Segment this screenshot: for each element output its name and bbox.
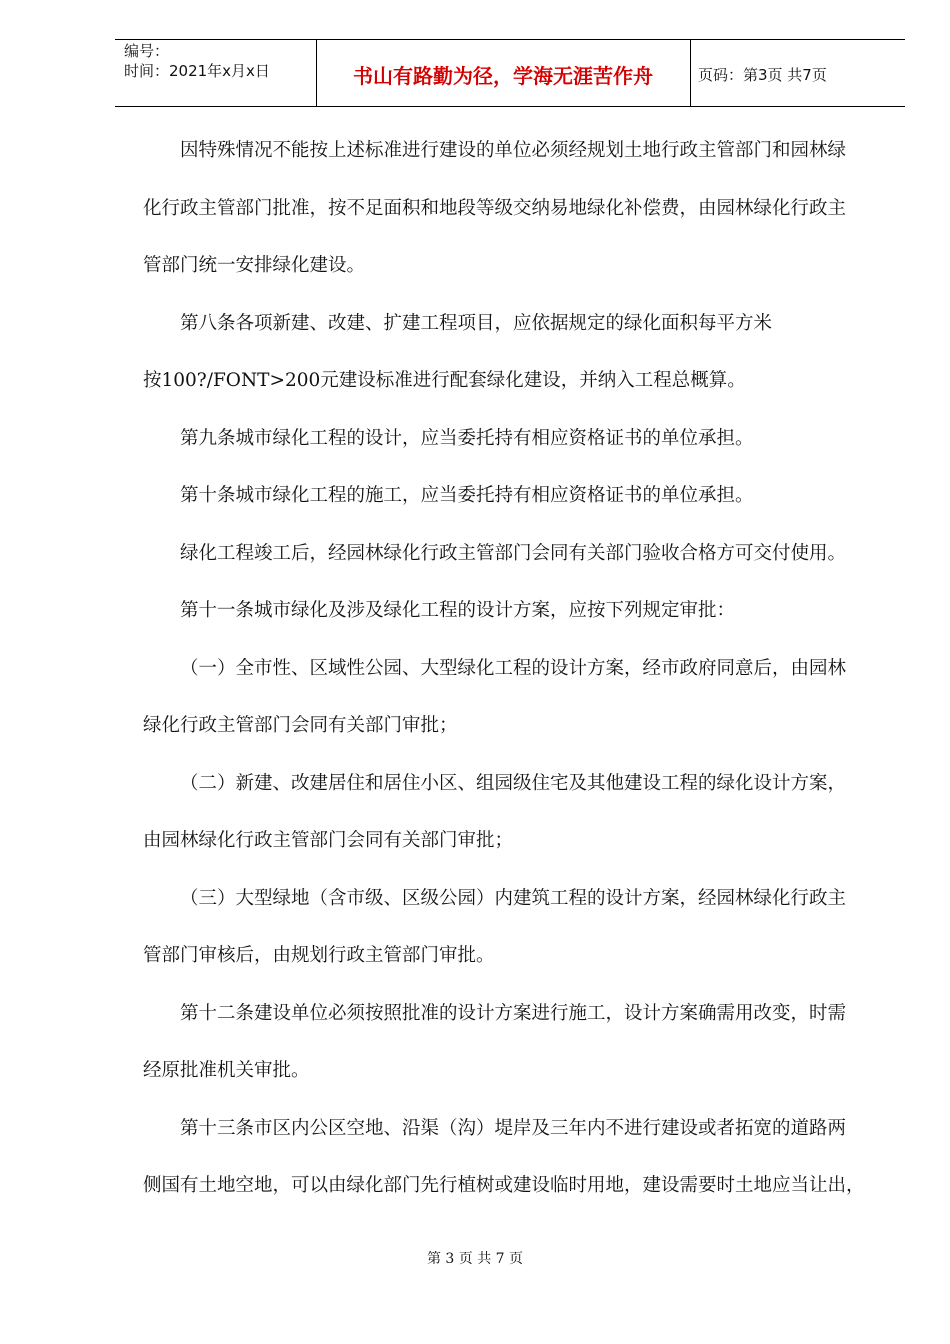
document-number-label: 编号： (124, 42, 170, 60)
text-line: 第九条城市绿化工程的设计，应当委托持有相应资格证书的单位承担。 (180, 427, 754, 449)
header-meta (124, 41, 314, 81)
text-line: 第八条各项新建、改建、扩建工程项目，应依据规定的绿化面积每平方米 (180, 312, 773, 334)
text-line: 因特殊情况不能按上述标准进行建设的单位必须经规划土地行政主管部门和园林绿 (180, 140, 847, 161)
document-time-label: 时间：2021年x月x日 (124, 62, 270, 80)
text-line: 第十二条建设单位必须按照批准的设计方案进行施工，设计方案确需用改变，时需 (180, 1002, 847, 1024)
document-body (143, 134, 883, 1227)
header-divider-right (690, 39, 691, 107)
page-footer: 第 3 页 共 7 页 (426, 1251, 524, 1267)
text-line: 化行政主管部门批准，按不足面积和地段等级交纳易地绿化补偿费，由园林绿化行政主 (143, 197, 847, 219)
text-line: 绿化工程竣工后，经园林绿化行政主管部门会同有关部门验收合格方可交付使用。 (180, 542, 847, 564)
text-line: 绿化行政主管部门会同有关部门审批； (143, 715, 458, 736)
header-bottom-border (115, 106, 905, 107)
header-page-label: 页码：第3页 共7页 (698, 66, 827, 84)
text-line: 第十条城市绿化工程的施工，应当委托持有相应资格证书的单位承担。 (180, 485, 754, 506)
text-line: （一）全市性、区域性公园、大型绿化工程的设计方案，经市政府同意后，由园林 (180, 657, 847, 679)
text-line: 按100?/FONT>200元建设标准进行配套绿化建设，并纳入工程总概算。 (143, 370, 746, 391)
text-line: （二）新建、改建居住和居住小区、组园级住宅及其他建设工程的绿化设计方案， (180, 772, 847, 794)
header-top-border (115, 39, 905, 40)
text-line: （三）大型绿地（含市级、区级公园）内建筑工程的设计方案，经园林绿化行政主 (180, 887, 847, 909)
header-motto: 书山有路勤为径，学海无涯苦作舟 (353, 64, 653, 88)
text-line: 第十三条市区内公区空地、沿渠（沟）堤岸及三年内不进行建设或者拓宽的道路两 (180, 1117, 847, 1139)
text-line: 侧国有土地空地，可以由绿化部门先行植树或建设临时用地，建设需要时土地应当让出， (143, 1175, 865, 1196)
text-line: 第十一条城市绿化及涉及绿化工程的设计方案，应按下列规定审批： (180, 600, 736, 621)
text-line: 由园林绿化行政主管部门会同有关部门审批； (143, 830, 514, 851)
text-line: 经原批准机关审批。 (143, 1060, 310, 1081)
text-line: 管部门审核后，由规划行政主管部门审批。 (143, 945, 495, 966)
text-line: 管部门统一安排绿化建设。 (143, 255, 366, 276)
